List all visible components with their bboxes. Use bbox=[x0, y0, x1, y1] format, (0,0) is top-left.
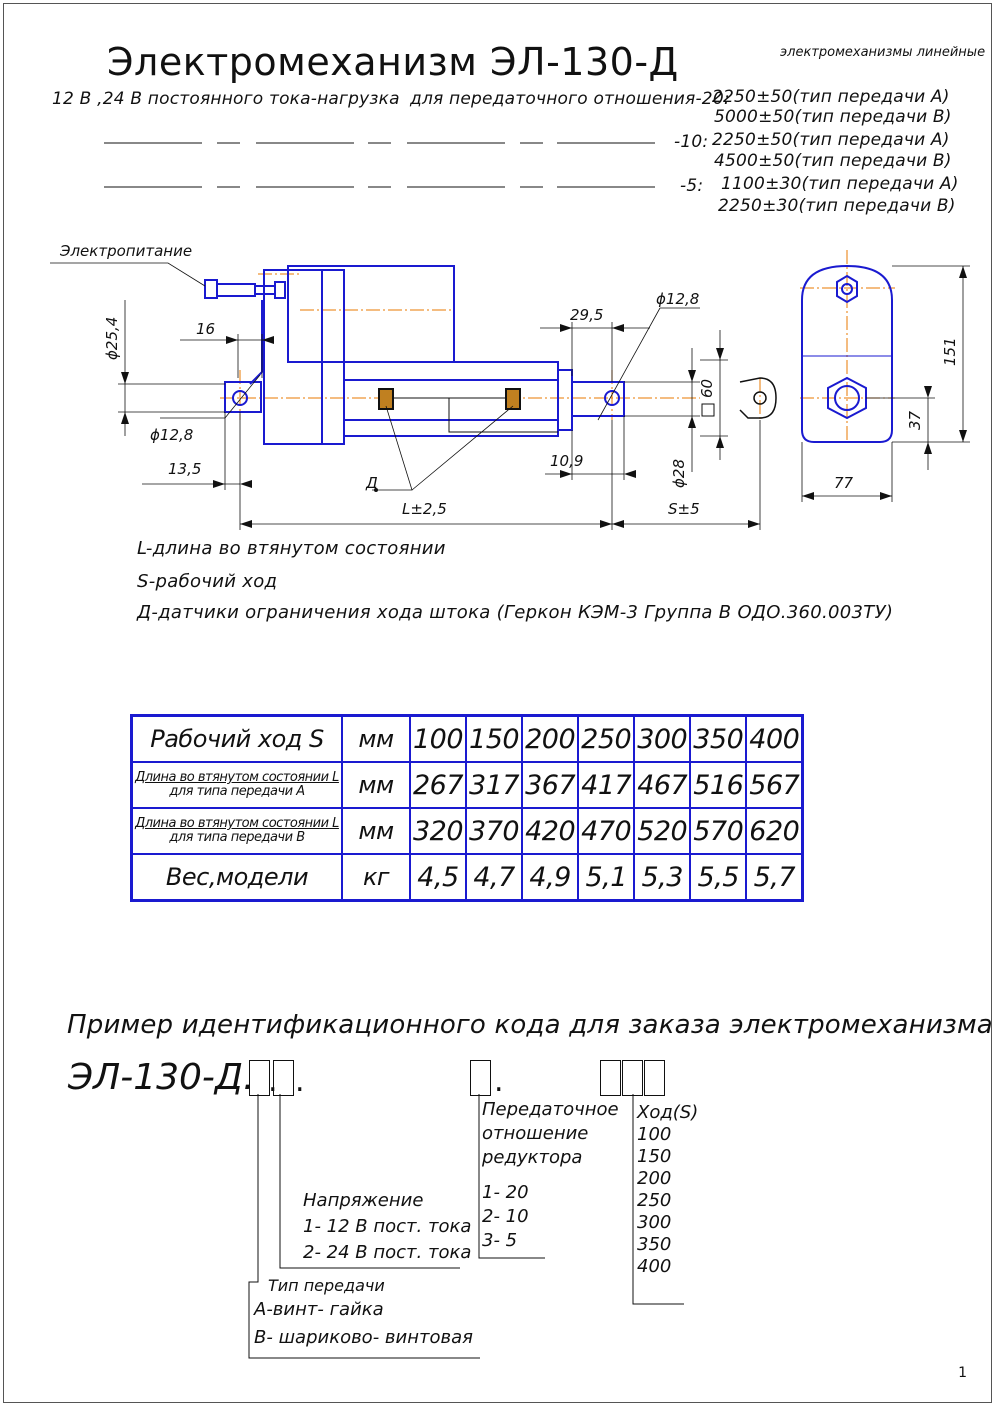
stroke-option: 250 bbox=[637, 1190, 672, 1211]
spec-load-10b: 4500±50(тип передачи В) bbox=[714, 151, 952, 171]
stroke-title: Ход(S) bbox=[637, 1102, 699, 1123]
page-number: 1 bbox=[958, 1365, 967, 1381]
spec-load-5a: 1100±30(тип передачи А) bbox=[721, 174, 959, 194]
table-cell: 200 bbox=[522, 716, 578, 763]
dim-diameter-12-left: ϕ12,8 bbox=[150, 426, 194, 444]
stroke-block bbox=[637, 1102, 698, 1278]
power-label: Электропитание bbox=[60, 242, 193, 260]
order-title: Пример идентификационного кода для заказа электромеханизма bbox=[67, 1010, 993, 1040]
sensor-label: Д bbox=[366, 474, 378, 492]
table-cell: 567 bbox=[746, 762, 803, 808]
dim-13-5: 13,5 bbox=[168, 460, 202, 478]
rod-end-fitting bbox=[740, 378, 776, 418]
voltage-block bbox=[303, 1188, 471, 1266]
stroke-option: 300 bbox=[637, 1212, 672, 1233]
table-cell: 520 bbox=[634, 808, 690, 854]
row-label bbox=[132, 762, 343, 808]
ratio-option: 3- 5 bbox=[482, 1230, 518, 1251]
dim-77: 77 bbox=[834, 474, 854, 492]
ratio-title: Передаточное bbox=[482, 1099, 619, 1120]
row-unit: мм bbox=[342, 716, 410, 763]
dim-37: 37 bbox=[906, 410, 924, 430]
spec-load-20b: 5000±50(тип передачи В) bbox=[714, 107, 952, 127]
voltage-option: 2- 24 В пост. тока bbox=[303, 1242, 472, 1263]
table-cell: 100 bbox=[410, 716, 466, 763]
table-cell: 516 bbox=[690, 762, 746, 808]
actuator-side-view bbox=[205, 266, 624, 444]
table-cell: 5,3 bbox=[634, 854, 690, 901]
dim-16: 16 bbox=[196, 320, 216, 338]
page-subtitle: электромеханизмы линейные bbox=[780, 45, 986, 60]
table-cell: 620 bbox=[746, 808, 803, 854]
table-cell: 250 bbox=[578, 716, 634, 763]
row-label-line1: Длина во втянутом состоянии L bbox=[135, 816, 339, 831]
order-code-prefix: ЭЛ-130-Д. bbox=[68, 1057, 255, 1098]
code-box-stroke-3 bbox=[644, 1060, 665, 1096]
spec-voltage: 12 В ,24 В постоянного тока-нагрузка bbox=[52, 89, 400, 109]
table-cell: 420 bbox=[522, 808, 578, 854]
table-cell: 5,1 bbox=[578, 854, 634, 901]
table-cell: 5,5 bbox=[690, 854, 746, 901]
table-cell: 470 bbox=[578, 808, 634, 854]
voltage-title: Напряжение bbox=[303, 1190, 424, 1211]
spec-ratio-label: для передаточного отношения-20: bbox=[410, 89, 730, 109]
table-cell: 370 bbox=[466, 808, 522, 854]
table-row-length-b bbox=[132, 808, 803, 854]
note-stroke: S-рабочий ход bbox=[137, 571, 278, 592]
dim-151: 151 bbox=[941, 337, 959, 366]
table-cell: 5,7 bbox=[746, 854, 803, 901]
transmission-option: В- шариково- винтовая bbox=[254, 1327, 473, 1348]
stroke-option: 350 bbox=[637, 1234, 672, 1255]
table-cell: 4,7 bbox=[466, 854, 522, 901]
dim-diameter-12-right: ϕ12,8 bbox=[656, 290, 700, 308]
code-box-voltage bbox=[273, 1060, 294, 1096]
code-dot: . bbox=[494, 1064, 504, 1099]
table-cell: 4,9 bbox=[522, 854, 578, 901]
row-unit: кг bbox=[342, 854, 410, 901]
dim-diameter-28: ϕ28 bbox=[670, 459, 688, 488]
table-cell: 367 bbox=[522, 762, 578, 808]
table-row-weight bbox=[132, 854, 803, 901]
table-row-length-a bbox=[132, 762, 803, 808]
table-cell: 350 bbox=[690, 716, 746, 763]
stroke-option: 150 bbox=[637, 1146, 672, 1167]
table-cell: 320 bbox=[410, 808, 466, 854]
ditto-marks bbox=[104, 143, 655, 187]
code-box-transmission bbox=[249, 1060, 270, 1096]
row-label-line2: для типа передачи А bbox=[169, 784, 305, 799]
table-cell: 150 bbox=[466, 716, 522, 763]
spec-ratio-5: -5: bbox=[680, 176, 704, 196]
table-cell: 400 bbox=[746, 716, 803, 763]
ratio-title: отношение bbox=[482, 1123, 589, 1144]
spec-ratio-10: -10: bbox=[674, 132, 709, 152]
table-cell: 4,5 bbox=[410, 854, 466, 901]
row-unit: мм bbox=[342, 808, 410, 854]
ratio-option: 1- 20 bbox=[482, 1182, 529, 1203]
row-label bbox=[132, 808, 343, 854]
stroke-option: 400 bbox=[637, 1256, 672, 1277]
code-dot: . bbox=[295, 1064, 305, 1099]
code-box-ratio bbox=[470, 1060, 491, 1096]
table-cell: 300 bbox=[634, 716, 690, 763]
dim-S: S±5 bbox=[668, 500, 700, 518]
page-title: Электромеханизм ЭЛ-130-Д bbox=[107, 40, 679, 84]
table-row-stroke bbox=[132, 716, 803, 763]
row-label-line2: для типа передачи В bbox=[169, 830, 305, 845]
dim-L: L±2,5 bbox=[402, 500, 447, 518]
note-length: L-длина во втянутом состоянии bbox=[137, 538, 446, 559]
stroke-option: 100 bbox=[637, 1124, 672, 1145]
row-unit: мм bbox=[342, 762, 410, 808]
dim-diameter-25: ϕ25,4 bbox=[103, 316, 121, 360]
spec-load-5b: 2250±30(тип передачи В) bbox=[718, 196, 956, 216]
row-label: Рабочий ход S bbox=[132, 716, 343, 763]
table-cell: 317 bbox=[466, 762, 522, 808]
stroke-option: 200 bbox=[637, 1168, 672, 1189]
ratio-option: 2- 10 bbox=[482, 1206, 529, 1227]
ratio-title: редуктора bbox=[482, 1147, 583, 1168]
table-cell: 417 bbox=[578, 762, 634, 808]
dim-60: 60 bbox=[698, 378, 716, 398]
table-cell: 467 bbox=[634, 762, 690, 808]
voltage-option: 1- 12 В пост. тока bbox=[303, 1216, 472, 1237]
code-dot: . bbox=[268, 1064, 278, 1099]
dim-10-9: 10,9 bbox=[550, 452, 584, 470]
ratio-block bbox=[482, 1098, 619, 1253]
spec-table bbox=[130, 714, 804, 902]
row-label-line1: Длина во втянутом состоянии L bbox=[135, 770, 339, 785]
row-label: Вес,модели bbox=[132, 854, 343, 901]
code-box-stroke-2 bbox=[622, 1060, 643, 1096]
dim-29-5: 29,5 bbox=[570, 306, 604, 324]
table-cell: 267 bbox=[410, 762, 466, 808]
table-cell: 570 bbox=[690, 808, 746, 854]
transmission-title: Тип передачи bbox=[268, 1276, 385, 1295]
spec-load-20a: 2250±50(тип передачи А) bbox=[712, 87, 950, 107]
transmission-block bbox=[254, 1276, 473, 1352]
transmission-option: А-винт- гайка bbox=[254, 1299, 384, 1320]
spec-load-10a: 2250±50(тип передачи А) bbox=[712, 130, 950, 150]
note-sensors: Д-датчики ограничения хода штока (Геркон КЭМ-3 Группа В ОДО.360.003ТУ) bbox=[137, 602, 894, 623]
code-box-stroke-1 bbox=[600, 1060, 621, 1096]
